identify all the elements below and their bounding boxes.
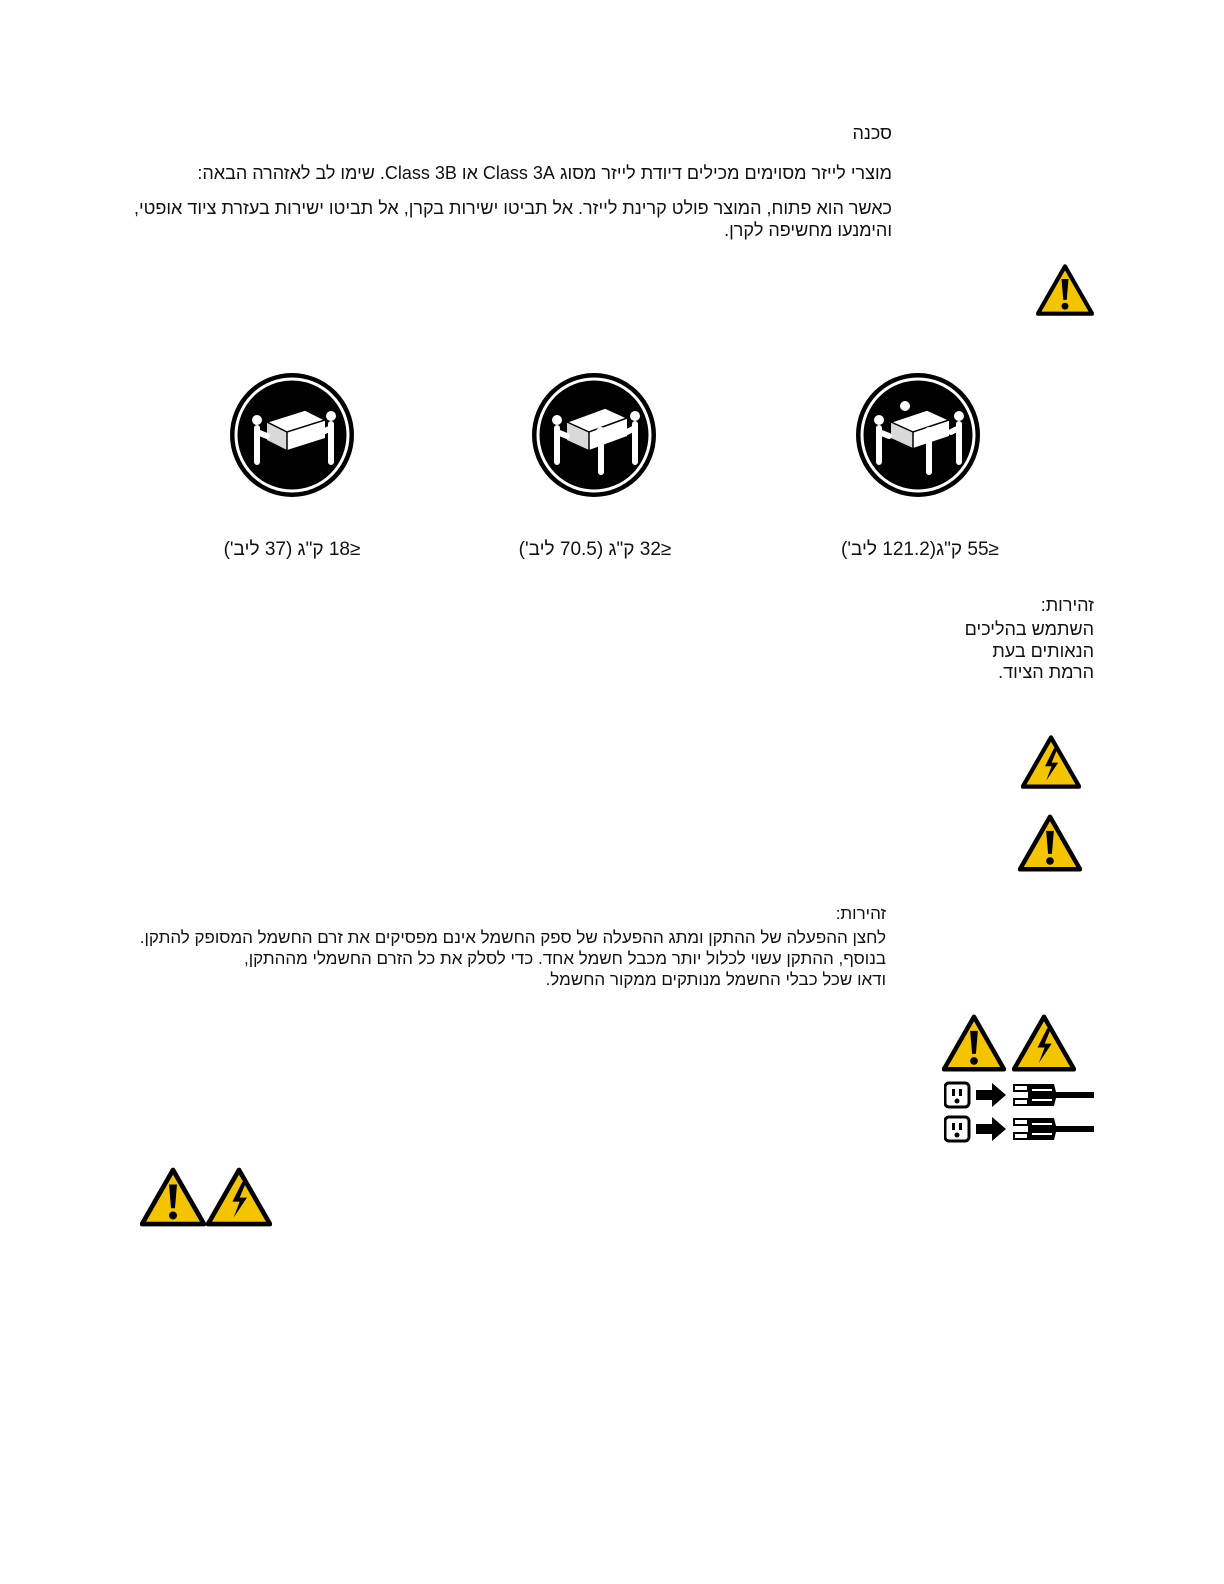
lift-caution-line-1: השתמש בהליכים [964,619,1094,639]
unplug-power-cord-icon [944,1114,1096,1144]
caution-triangle-icon [1018,814,1082,872]
unplug-power-cord-icon [944,1080,1096,1110]
laser-warning-line-2: והימנעו מחשיפה לקרן. [724,220,892,240]
caution-triangle-icon [942,1014,1006,1072]
lift-caution-title: זהירות: [1040,595,1094,615]
power-caution-title: זהירות: [835,904,886,923]
laser-intro-text: מוצרי לייזר מסוימים מכילים דיודת לייזר מסוג Class 3A או Class 3B. שימו לב לאזהרה הבאה: [197,163,892,183]
lift-caution-line-2: הנאותים בעת [992,641,1094,661]
caution-triangle-icon [140,1167,206,1227]
two-person-lift-icon [227,370,357,500]
power-caution-line-1: לחצן ההפעלה של ההתקן ומתג ההפעלה של ספק החשמל אינם מפסיקים את זרם החשמל המסופק להתקן. [139,928,886,947]
three-person-lift-icon [529,370,659,500]
four-person-lift-icon [853,370,983,500]
electrical-hazard-icon [1012,1014,1076,1072]
danger-heading: סכנה [852,123,892,143]
power-caution-line-3: ודאו שכל כבלי החשמל מנותקים ממקור החשמל. [545,970,886,989]
electrical-hazard-icon [206,1167,272,1227]
two-person-weight-caption: ≤18 ק"ג (37 ליב') [223,539,361,560]
lift-caution-line-3: הרמת הציוד. [998,662,1094,682]
electrical-hazard-icon [1021,734,1081,790]
three-person-weight-caption: ≤32 ק"ג (70.5 ליב') [518,539,672,560]
four-person-weight-caption: ≤55 ק"ג(121.2 ליב') [841,539,999,560]
caution-triangle-icon [1036,264,1094,316]
power-caution-line-2: בנוסף, ההתקן עשוי לכלול יותר מכבל חשמל אחד. כדי לסלק את כל הזרם החשמלי מההתקן, [244,949,886,968]
laser-warning-line-1: כאשר הוא פתוח, המוצר פולט קרינת לייזר. אל תביטו ישירות בקרן, אל תביטו ישירות בעזרת ציוד אופטי, [133,198,892,218]
